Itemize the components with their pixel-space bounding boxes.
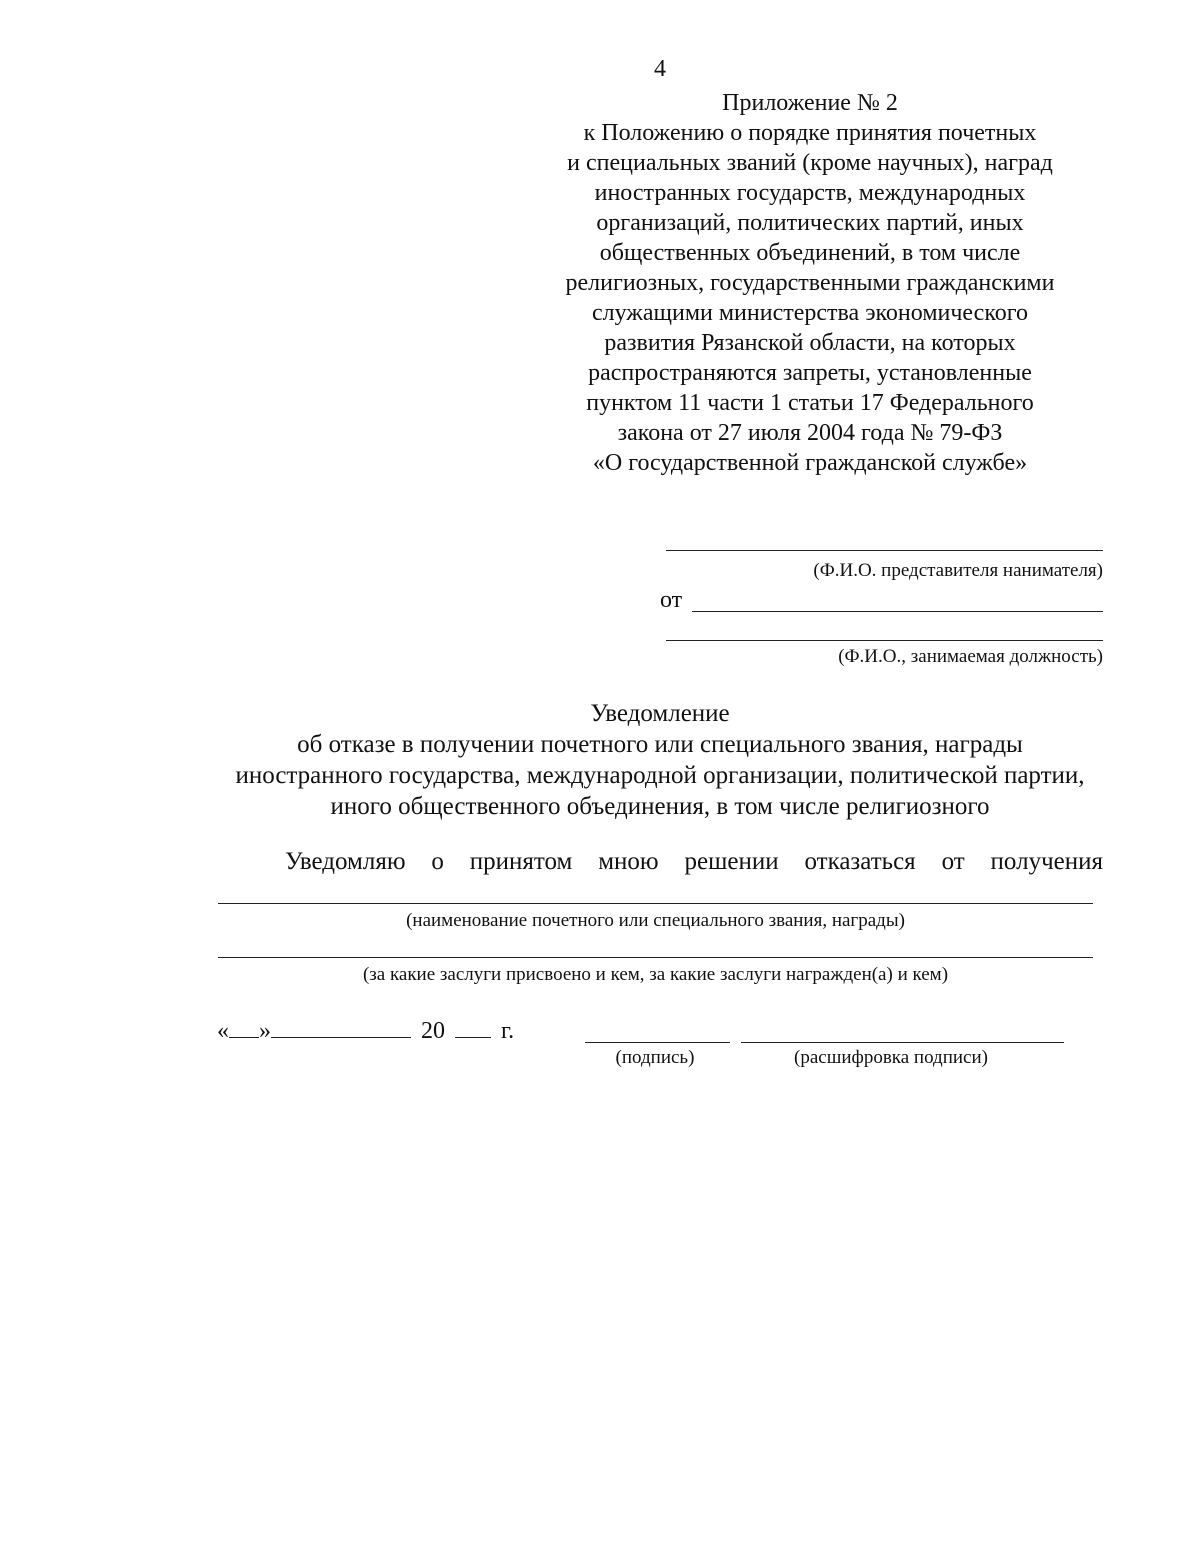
signature-decoding-line	[741, 1042, 1064, 1043]
merit-caption: (за какие заслуги присвоено и кем, за какие заслуги награжден(а) и кем)	[362, 964, 949, 985]
appendix-line: «О государственной гражданской службе»	[592, 450, 1028, 476]
body-word: получения	[990, 848, 1103, 875]
from-label: от	[660, 587, 683, 613]
appendix-line: развития Рязанской области, на которых	[604, 330, 1016, 356]
body-word: решении	[684, 848, 779, 875]
appendix-line: иностранных государств, международных	[594, 180, 1026, 206]
sender-position-line	[666, 640, 1103, 641]
sender-name-line	[692, 611, 1103, 612]
appendix-line: религиозных, государственными гражданскими	[565, 270, 1055, 296]
notice-body-text	[285, 848, 1103, 876]
year-suffix: г.	[501, 1018, 515, 1044]
signature-decoding-caption: (расшифровка подписи)	[794, 1047, 988, 1068]
appendix-line: к Положению о порядке принятия почетных	[583, 120, 1037, 146]
appendix-line: пунктом 11 части 1 статьи 17 Федерального	[586, 390, 1034, 416]
signature-line	[585, 1042, 730, 1043]
notice-subtitle-line: иного общественного объединения, в том числе религиозного	[330, 793, 990, 820]
body-word: принятом	[469, 848, 573, 875]
signature-caption: (подпись)	[615, 1047, 695, 1068]
day-blank	[229, 1015, 259, 1038]
body-word: Уведомляю	[285, 848, 406, 875]
date-close-quote: »	[259, 1018, 271, 1044]
page-number: 4	[654, 56, 666, 82]
merit-line	[218, 957, 1093, 958]
award-caption: (наименование почетного или специального звания, награды)	[406, 910, 905, 931]
appendix-title: Приложение № 2	[722, 90, 898, 116]
appendix-line: служащими министерства экономического	[591, 300, 1029, 326]
employer-name-line	[666, 550, 1103, 551]
notice-heading: Уведомление	[590, 700, 730, 727]
appendix-line: общественных объединений, в том числе	[599, 240, 1021, 266]
body-word: мною	[598, 848, 659, 875]
appendix-line: распространяются запреты, установленные	[588, 360, 1032, 386]
appendix-header	[530, 88, 1090, 478]
body-word: о	[431, 848, 444, 875]
award-name-line	[218, 903, 1093, 904]
sender-caption: (Ф.И.О., занимаемая должность)	[838, 646, 1103, 667]
appendix-line: организаций, политических партий, иных	[596, 210, 1024, 236]
body-word: от	[941, 848, 965, 875]
date-open-quote: «	[217, 1018, 229, 1044]
employer-caption: (Ф.И.О. представителя нанимателя)	[813, 560, 1103, 581]
appendix-line: закона от 27 июля 2004 года № 79-ФЗ	[617, 420, 1003, 446]
notice-subtitle-line: об отказе в получении почетного или специального звания, награды	[297, 731, 1023, 758]
appendix-line: и специальных званий (кроме научных), наград	[567, 150, 1053, 176]
year-prefix: 20	[421, 1018, 445, 1044]
notice-subtitle-line: иностранного государства, международной организации, политической партии,	[235, 762, 1085, 789]
notice-title-block	[160, 698, 1160, 822]
year-blank	[455, 1015, 491, 1038]
month-blank	[271, 1015, 411, 1038]
date-field	[217, 1015, 514, 1045]
body-word: отказаться	[804, 848, 916, 875]
